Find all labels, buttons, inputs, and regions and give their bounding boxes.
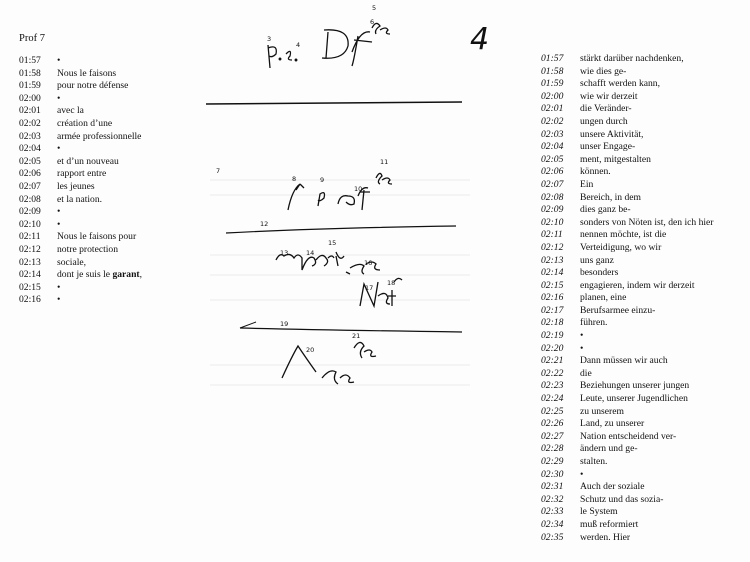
timestamp: 02:06	[19, 168, 41, 180]
timestamp: 02:01	[541, 103, 564, 115]
text-part: dont je suis le	[57, 269, 113, 281]
timestamp: 02:08	[541, 191, 564, 203]
svg-text:20: 20	[306, 346, 315, 354]
transcript-text: pour notre défense	[57, 80, 129, 92]
svg-text:15: 15	[328, 239, 337, 247]
timestamp: 02:09	[541, 204, 564, 216]
transcript-row	[541, 431, 746, 444]
svg-text:18: 18	[387, 279, 396, 287]
timestamp: 02:11	[19, 231, 41, 243]
timestamp: 02:06	[541, 166, 564, 178]
svg-text:3: 3	[267, 35, 272, 43]
transcript-row	[19, 105, 209, 118]
transcript-row	[541, 292, 746, 305]
transcript-row	[541, 242, 746, 255]
transcript-text: zu unserem	[580, 405, 624, 417]
timestamp: 02:11	[541, 229, 563, 241]
transcript-text: Leute, unserer Jugendlichen	[580, 393, 688, 405]
page-title: Prof 7	[19, 33, 45, 44]
transcript-row	[19, 282, 209, 295]
transcript-text: stärkt darüber nachdenken,	[580, 53, 684, 64]
timestamp: 02:17	[541, 304, 564, 316]
timestamp: 02:00	[541, 90, 564, 102]
svg-text:12: 12	[260, 220, 269, 228]
transcript-text: •	[580, 330, 584, 342]
transcript-text: Auch der soziale	[580, 481, 645, 493]
transcript-text: wie wir derzeit	[580, 90, 638, 102]
transcript-row	[541, 443, 746, 456]
timestamp: 02:24	[541, 393, 564, 405]
transcript-text: besonders	[580, 267, 619, 279]
transcript-row	[19, 131, 209, 144]
transcript-row	[541, 393, 746, 406]
timestamp: 02:16	[541, 292, 564, 304]
transcript-text: uns ganz	[580, 254, 614, 266]
transcript-text: •	[57, 281, 61, 293]
handwritten-notes	[200, 0, 490, 562]
transcript-row	[19, 68, 209, 81]
transcript-row	[19, 269, 209, 282]
transcript-row	[541, 91, 746, 104]
transcript-row	[541, 141, 746, 154]
svg-text:14: 14	[306, 249, 315, 257]
timestamp: 02:13	[541, 254, 564, 266]
timestamp: 02:07	[19, 180, 41, 192]
timestamp: 02:00	[19, 92, 41, 104]
timestamp: 01:57	[19, 55, 41, 66]
transcript-row	[541, 305, 746, 318]
transcript-row	[541, 494, 746, 507]
timestamp: 01:58	[19, 67, 41, 79]
transcript-row	[541, 192, 746, 205]
transcript-row	[541, 368, 746, 381]
transcript-row	[19, 194, 209, 207]
transcript-text: •	[580, 342, 584, 354]
transcript-row	[19, 55, 209, 68]
note-markers	[216, 4, 395, 354]
transcript-text: sociale,	[57, 256, 87, 268]
transcript-row	[19, 206, 209, 219]
transcript-row	[541, 129, 746, 142]
transcript-text: Berufsarmee einzu-	[580, 304, 656, 316]
timestamp: 01:59	[541, 78, 564, 90]
transcript-row	[541, 481, 746, 494]
transcript-text: ungen durch	[580, 115, 628, 127]
transcript-text: nennen möchte, ist die	[580, 229, 667, 241]
transcript-row	[19, 93, 209, 106]
timestamp: 02:02	[541, 115, 564, 127]
transcript-text: •	[57, 218, 61, 230]
transcript-row	[541, 280, 746, 293]
timestamp: 02:02	[19, 117, 41, 129]
transcript-text: Beziehungen unserer jungen	[580, 380, 690, 392]
transcript-text: Nous le faisons	[57, 67, 117, 79]
transcript-row	[541, 103, 746, 116]
timestamp: 02:03	[19, 130, 41, 142]
transcript-row	[541, 343, 746, 356]
timestamp: 02:10	[541, 216, 564, 228]
timestamp: 02:04	[19, 143, 41, 155]
timestamp: 02:13	[19, 256, 41, 268]
svg-text:4: 4	[296, 41, 301, 49]
separator-lines	[206, 102, 462, 332]
transcript-text: •	[57, 92, 61, 104]
transcript-row	[19, 156, 209, 169]
transcript-text: unsere Aktivität,	[580, 128, 644, 140]
transcript-text: •	[580, 468, 584, 480]
timestamp: 02:12	[541, 241, 564, 253]
svg-text:10: 10	[354, 185, 363, 193]
transcript-text: ment, mitgestalten	[580, 153, 651, 165]
svg-text:21: 21	[352, 332, 361, 340]
transcript-row	[19, 181, 209, 194]
transcript-row	[19, 257, 209, 270]
timestamp: 02:16	[19, 294, 41, 306]
transcript-text: Dann müssen wir auch	[580, 355, 668, 367]
transcript-row	[541, 255, 746, 268]
transcript-text: dies ganz be-	[580, 204, 631, 216]
transcript-text	[57, 269, 142, 282]
transcript-text: Ein	[580, 178, 594, 190]
transcript-row	[541, 154, 746, 167]
timestamp: 02:28	[541, 443, 564, 455]
transcript-row	[541, 406, 746, 419]
emphasized-word: garant	[112, 269, 140, 281]
svg-text:7: 7	[216, 167, 221, 175]
timestamp: 02:27	[541, 430, 564, 442]
transcript-text: muß reformiert	[580, 518, 639, 530]
transcript-row	[541, 66, 746, 79]
transcript-text: le System	[580, 506, 618, 518]
transcript-row	[541, 166, 746, 179]
transcript-text: unser Engage-	[580, 141, 636, 153]
transcript-text: können.	[580, 166, 611, 178]
timestamp: 02:05	[541, 153, 564, 165]
transcript-text: planen, eine	[580, 292, 627, 304]
timestamp: 02:30	[541, 468, 564, 480]
transcript-row	[541, 78, 746, 91]
timestamp: 02:33	[541, 506, 564, 518]
text-tail: ,	[139, 269, 143, 281]
ruled-lines	[210, 180, 470, 385]
svg-text:16: 16	[364, 259, 373, 267]
french-transcript-column	[19, 55, 209, 307]
transcript-text: armée professionnelle	[57, 130, 142, 142]
timestamp: 02:21	[541, 355, 564, 367]
svg-text:19: 19	[280, 320, 289, 328]
timestamp: 02:23	[541, 380, 564, 392]
transcript-row	[19, 118, 209, 131]
transcript-row	[19, 143, 209, 156]
timestamp: 02:15	[19, 281, 41, 293]
transcript-row	[19, 244, 209, 257]
timestamp: 01:58	[541, 65, 564, 77]
timestamp: 02:15	[541, 279, 564, 291]
transcript-row	[19, 168, 209, 181]
svg-text:8: 8	[292, 175, 297, 183]
timestamp: 02:05	[19, 155, 41, 167]
timestamp: 02:14	[19, 269, 41, 281]
page-number: 4	[470, 22, 490, 57]
transcript-text: Bereich, in dem	[580, 191, 642, 203]
transcript-text: •	[57, 294, 61, 306]
timestamp: 02:12	[19, 243, 41, 255]
timestamp: 02:31	[541, 481, 564, 493]
timestamp: 01:57	[541, 53, 564, 64]
transcript-text: werden. Hier	[580, 531, 631, 543]
transcript-row	[19, 294, 209, 307]
transcript-text: Nous le faisons pour	[57, 231, 137, 243]
german-transcript-column	[541, 53, 746, 544]
transcript-text: création d’une	[57, 117, 113, 129]
transcript-text: ändern und ge-	[580, 443, 638, 455]
transcript-row	[541, 179, 746, 192]
svg-text:11: 11	[380, 158, 389, 166]
transcript-row	[541, 506, 746, 519]
transcript-text: wie dies ge-	[580, 65, 627, 77]
svg-text:9: 9	[320, 176, 325, 184]
transcript-text: •	[57, 143, 61, 155]
transcript-text: •	[57, 55, 61, 66]
transcript-text: Nation entscheidend ver-	[580, 430, 677, 442]
timestamp: 02:22	[541, 367, 564, 379]
timestamp: 02:32	[541, 493, 564, 505]
svg-text:5: 5	[372, 4, 377, 12]
timestamp: 02:14	[541, 267, 564, 279]
transcript-row	[541, 456, 746, 469]
transcript-row	[19, 80, 209, 93]
svg-text:17: 17	[365, 284, 374, 292]
transcript-text: et la nation.	[57, 193, 103, 205]
timestamp: 02:19	[541, 330, 564, 342]
interpreter-notes-drawing	[200, 0, 490, 562]
transcript-text: sonders von Nöten ist, den ich hier	[580, 216, 714, 228]
transcript-row	[541, 53, 746, 66]
transcript-text: les jeunes	[57, 180, 95, 192]
transcript-text: führen.	[580, 317, 608, 329]
timestamp: 02:10	[19, 218, 41, 230]
timestamp: 02:07	[541, 178, 564, 190]
transcript-row	[541, 229, 746, 242]
timestamp: 02:01	[19, 105, 41, 117]
transcript-row	[541, 267, 746, 280]
transcript-row	[541, 355, 746, 368]
transcript-text: •	[57, 206, 61, 218]
transcript-text: Schutz und das sozia-	[580, 493, 664, 505]
transcript-text: engagieren, indem wir derzeit	[580, 279, 695, 291]
transcript-text: Verteidigung, wo wir	[580, 241, 662, 253]
transcript-text: Land, zu unserer	[580, 418, 645, 430]
timestamp: 02:04	[541, 141, 564, 153]
timestamp: 02:09	[19, 206, 41, 218]
transcript-text: rapport entre	[57, 168, 107, 180]
transcript-text: stalten.	[580, 456, 608, 467]
transcript-row	[19, 231, 209, 244]
transcript-row	[541, 116, 746, 129]
transcript-text: schafft werden kann,	[580, 78, 661, 90]
timestamp: 02:03	[541, 128, 564, 140]
transcript-text: die Veränder-	[580, 103, 632, 115]
svg-text:6: 6	[370, 18, 375, 26]
timestamp: 02:25	[541, 405, 564, 417]
transcript-row	[541, 330, 746, 343]
transcript-text: notre protection	[57, 243, 119, 255]
transcript-row	[541, 380, 746, 393]
timestamp: 02:35	[541, 531, 564, 543]
transcript-row	[541, 532, 746, 545]
transcript-row	[541, 469, 746, 482]
transcript-row	[541, 519, 746, 532]
timestamp: 02:26	[541, 418, 564, 430]
transcript-row	[541, 217, 746, 230]
transcript-row	[541, 317, 746, 330]
timestamp: 02:34	[541, 518, 564, 530]
timestamp: 02:08	[19, 193, 41, 205]
timestamp: 02:18	[541, 317, 564, 329]
svg-text:13: 13	[280, 249, 289, 257]
transcript-row	[541, 418, 746, 431]
transcript-text: avec la	[57, 105, 84, 117]
timestamp: 02:29	[541, 456, 564, 467]
transcript-row	[19, 219, 209, 232]
transcript-row	[541, 204, 746, 217]
transcript-text: die	[580, 367, 592, 379]
transcript-text: et d’un nouveau	[57, 155, 119, 167]
timestamp: 02:20	[541, 342, 564, 354]
timestamp: 01:59	[19, 80, 41, 92]
